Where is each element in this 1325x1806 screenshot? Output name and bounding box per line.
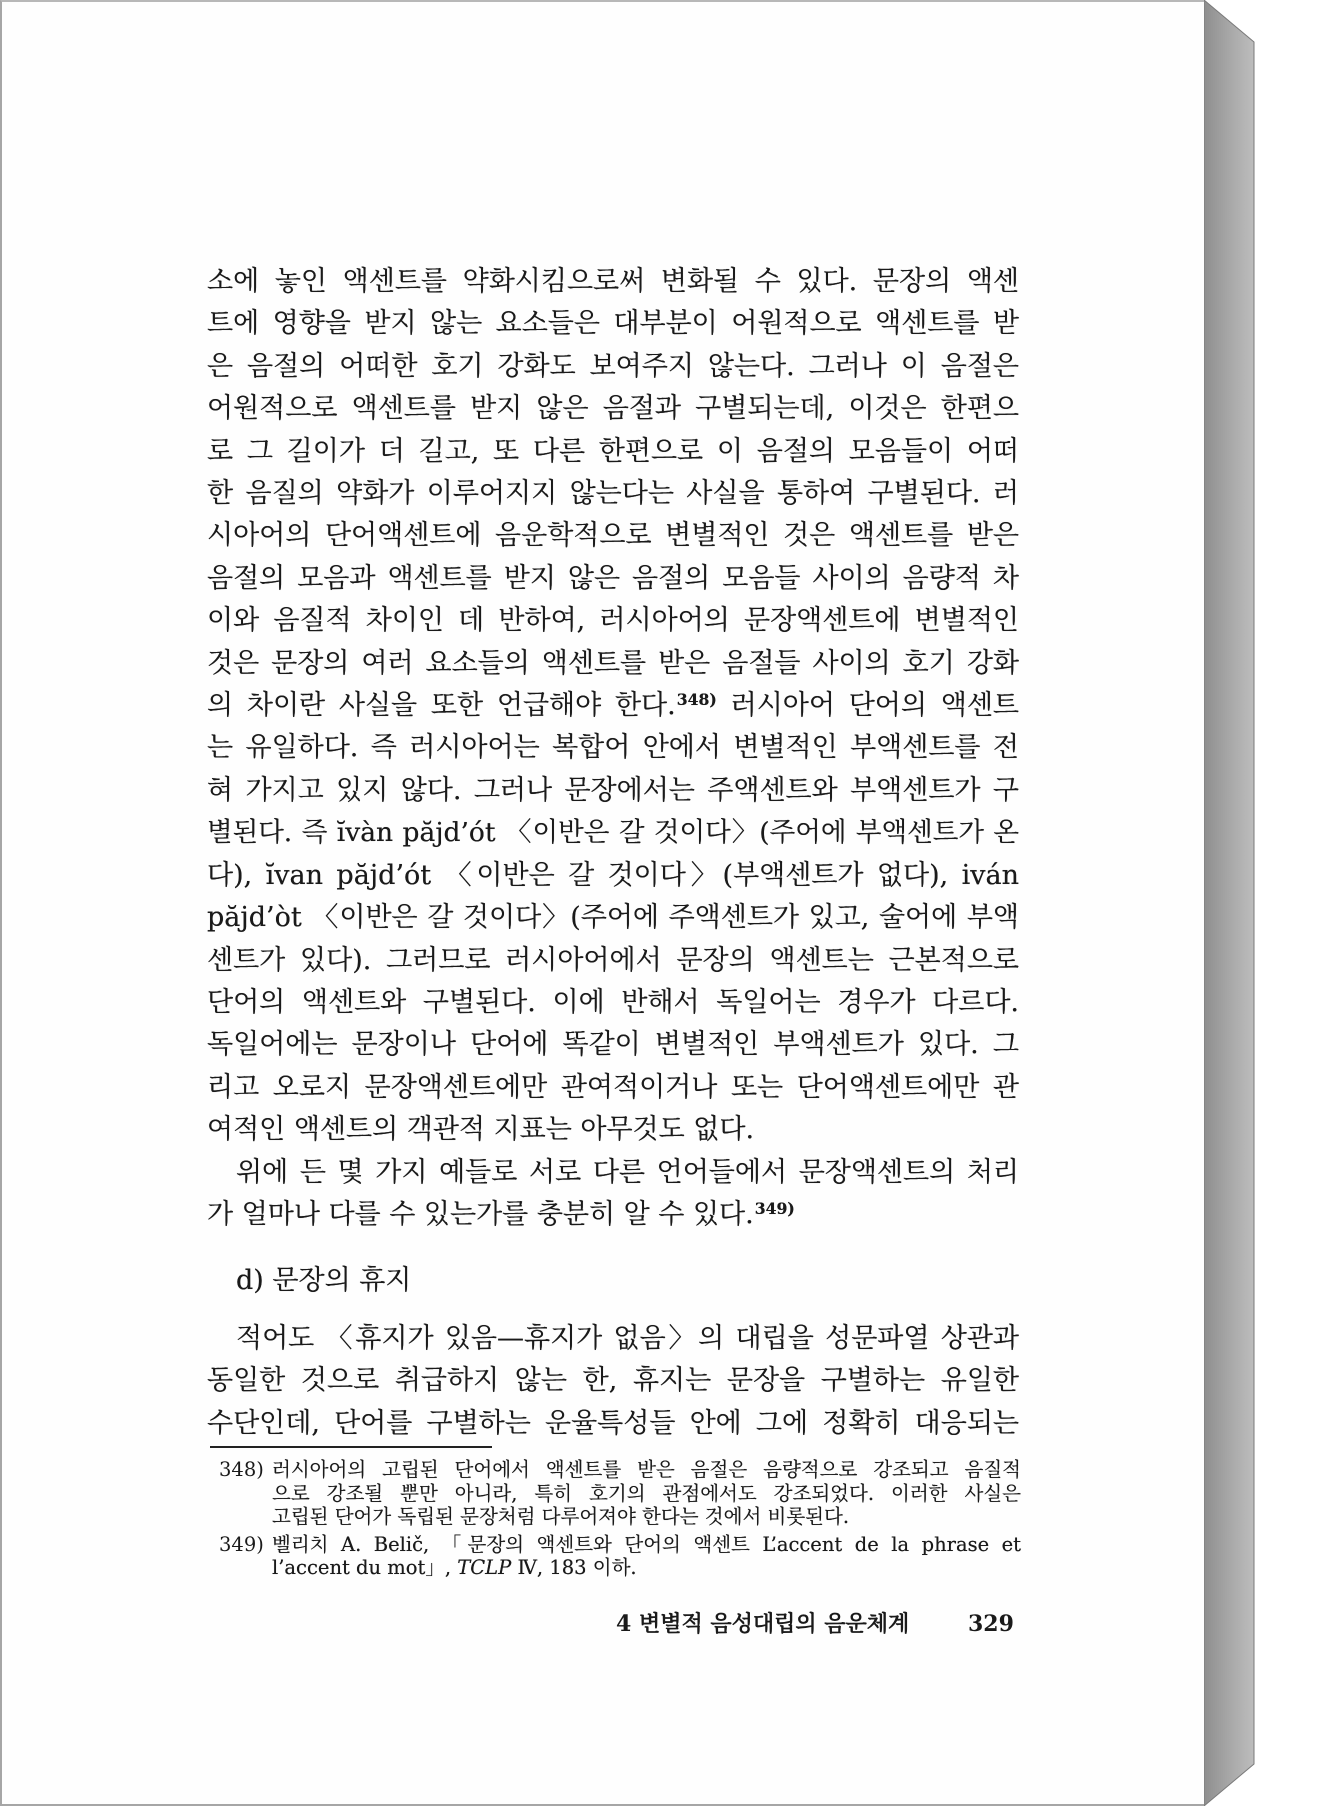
footnotes [210,1458,1021,1580]
body-line: 여적인 액센트의 객관적 지표는 아무것도 없다. [207,1114,755,1146]
body-line: 동일한 것으로 취급하지 않는 한, 휴지는 문장을 구별하는 유일한 [207,1365,1019,1397]
body-line: 독일어에는 문장이나 단어에 똑같이 변별적인 부액센트가 있다. 그 [207,1029,1019,1061]
footnote-number: 348) [219,1458,264,1481]
body-line: 이와 음질적 차이인 데 반하여, 러시아어의 문장액센트에 변별적인 [207,605,1019,637]
body-line: păjd’òt 〈이반은 갈 것이다〉(주어에 주액센트가 있고, 술어에 부액 [207,902,1019,934]
footnote-ref-348: 348) [676,689,717,709]
body-line: 은 음절의 어떠한 호기 강화도 보여주지 않는다. 그러나 이 음절은 [207,350,1019,382]
body-line [207,1194,1019,1236]
page-number: 329 [968,1611,1014,1637]
body-line: 음절의 모음과 액센트를 받지 않은 음절의 모음들 사이의 음량적 차 [207,562,1019,594]
body-line: 별된다. 즉 ĭvàn păjd’ót 〈이반은 갈 것이다〉(주어에 부액센트가 온 [207,817,1019,849]
body-line-text: 가 얼마나 다를 수 있는가를 충분히 알 수 있다. [207,1198,754,1230]
body-line: 리고 오로지 문장액센트에만 관여적이거나 또는 단어액센트에만 관 [207,1071,1019,1103]
body-line: 수단인데, 단어를 구별하는 운율특성들 안에 그에 정확히 대응되는 [207,1407,1019,1439]
section-heading: d) 문장의 휴지 [236,1265,412,1296]
body-line: 것은 문장의 여러 요소들의 액센트를 받은 음절들 사이의 호기 강화 [207,647,1019,679]
footnote-line: 러시아어의 고립된 단어에서 액센트를 받은 음절은 음량적으로 강조되고 음질적 [272,1458,1021,1481]
footnote-line: 벨리치 A. Belič, 「문장의 액센트와 단어의 액센트 L’accent de la phrase et [272,1532,1021,1556]
footnote-line: 으로 강조될 뿐만 아니라, 특히 호기의 관점에서도 강조되었다. 이러한 사실은 [272,1481,1021,1505]
running-footer-chapter: 4 변별적 음성대립의 음운체계 [616,1611,910,1637]
body-line: 소에 놓인 액센트를 약화시킴으로써 변화될 수 있다. 문장의 액센 [207,266,1019,297]
body-line: 다), ĭvan păjd’ót 〈이반은 갈 것이다〉(부액센트가 없다), iván [207,859,1019,891]
footnote-line [272,1556,1021,1580]
body-text [207,1318,1019,1445]
body-line-text: 의 차이란 사실을 또한 언급해야 한다. [207,690,676,722]
body-line: 한 음질의 약화가 이루어지지 않는다는 사실을 통하여 구별된다. 러 [207,478,1019,510]
body-line: 트에 영향을 받지 않는 요소들은 대부분이 어원적으로 액센트를 받 [207,308,1019,340]
footnote-line: 고립된 단어가 독립된 문장처럼 다루어져야 한다는 것에서 비롯된다. [272,1505,850,1528]
body-line: 단어의 액센트와 구별된다. 이에 반해서 독일어는 경우가 다르다. [207,986,1019,1018]
footnote-number: 349) [219,1532,264,1556]
journal-title: TCLP [457,1556,512,1579]
body-line: 센트가 있다). 그러므로 러시아어에서 문장의 액센트는 근본적으로 [207,944,1019,976]
body-line [207,685,1019,727]
footnote-ref-349: 349) [754,1198,795,1218]
footnote-348 [210,1458,1021,1529]
footnote-text: Ⅳ, 183 이하. [511,1556,637,1579]
body-line: 혀 가지고 있지 않다. 그러나 문장에서는 주액센트와 부액센트가 구 [207,774,1019,806]
body-line: 로 그 길이가 더 길고, 또 다른 한편으로 이 음절의 모음들이 어떠 [207,435,1019,467]
body-line: 는 유일하다. 즉 러시아어는 복합어 안에서 변별적인 부액센트를 전 [207,732,1019,764]
footnote-divider [210,1446,492,1448]
body-line: 시아어의 단어액센트에 음운학적으로 변별적인 것은 액센트를 받은 [207,520,1019,552]
footnote-text: l’accent du mot」, [272,1556,458,1579]
body-line: 어원적으로 액센트를 받지 않은 음절과 구별되는데, 이것은 한편으 [207,393,1019,425]
body-line-text: 러시아어 단어의 액센트 [716,690,1019,722]
body-line: 적어도 〈휴지가 있음—휴지가 없음〉의 대립을 성문파열 상관과 [236,1323,1019,1354]
page-edge-shading [1204,0,1264,1806]
body-text [207,261,1019,1236]
body-line: 위에 든 몇 가지 예들로 서로 다른 언어들에서 문장액센트의 처리 [236,1156,1019,1188]
footnote-349 [210,1533,1021,1580]
